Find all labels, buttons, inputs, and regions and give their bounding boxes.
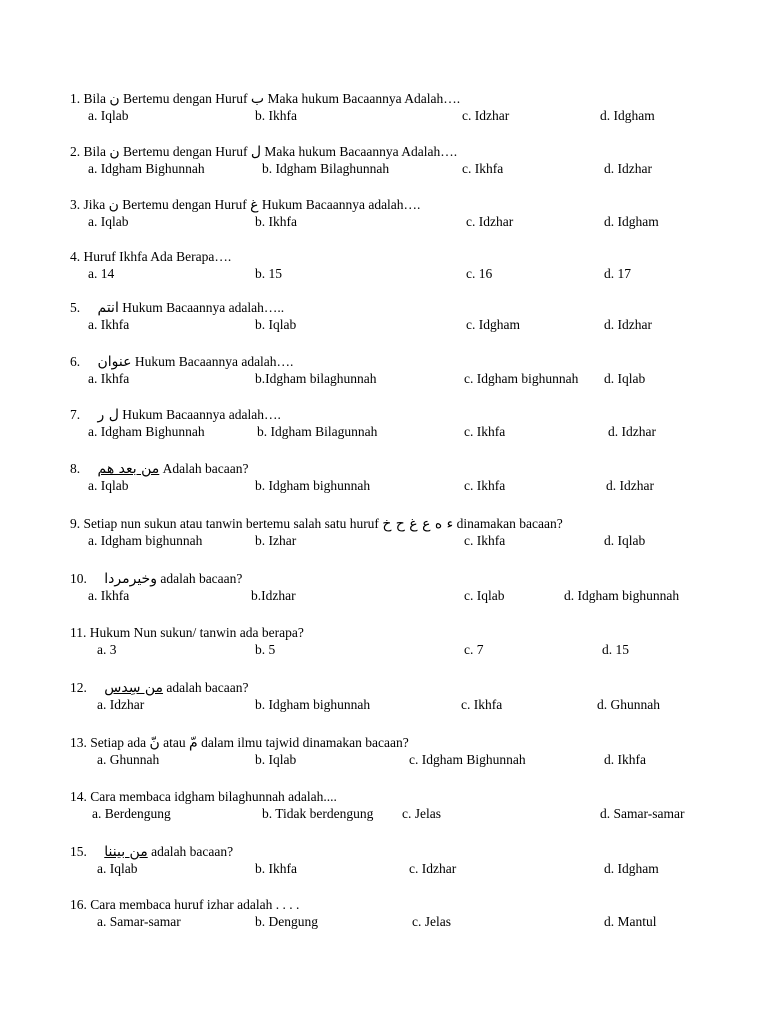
- answer-option-b: b. Ikhfa: [255, 861, 297, 876]
- question-16: [0, 896, 768, 936]
- question-prefix: Cara membaca idgham bilaghunnah adalah....: [90, 789, 337, 804]
- question-mid: atau: [163, 735, 186, 750]
- question-suffix: Hukum Bacaannya adalah….: [122, 407, 281, 422]
- question-prefix: Huruf Ikhfa Ada Berapa….: [83, 249, 232, 264]
- answer-option-b: b. Idgham Bilaghunnah: [262, 161, 390, 176]
- answer-option-d: d. Idgham: [600, 108, 655, 123]
- answer-option-b: b. Dengung: [255, 914, 318, 929]
- answer-option-b: b. Tidak berdengung: [262, 806, 374, 821]
- question-9: [0, 515, 768, 555]
- answer-option-c: c. 16: [466, 266, 493, 281]
- question-11: [0, 624, 768, 664]
- answer-option-b: b. Ikhfa: [255, 214, 297, 229]
- answer-option-a: a. Iqlab: [88, 108, 129, 123]
- question-suffix: Maka hukum Bacaannya Adalah….: [264, 144, 458, 159]
- answer-option-b: b. Idgham bighunnah: [255, 478, 371, 493]
- question-suffix: Hukum Bacaannya adalah…..: [122, 300, 285, 315]
- answer-option-c: c. Jelas: [402, 806, 441, 821]
- question-suffix: dinamakan bacaan?: [456, 516, 563, 531]
- answer-option-d: d. 15: [602, 642, 629, 657]
- question-prefix: Hukum Nun sukun/ tanwin ada berapa?: [89, 625, 304, 640]
- answer-option-b: b. Iqlab: [255, 752, 297, 767]
- arabic-text: عنوان: [97, 354, 132, 370]
- question-7: [0, 406, 768, 446]
- question-text: [70, 143, 457, 161]
- question-number: 16.: [70, 897, 87, 912]
- question-mid: Bertemu dengan Huruf: [123, 144, 248, 159]
- question-text: [70, 788, 337, 806]
- arabic-text: ء ه ع غ ح خ: [382, 516, 454, 532]
- answer-option-c: c. Ikhfa: [464, 424, 506, 439]
- question-text: [70, 196, 420, 214]
- question-text: [70, 843, 233, 861]
- question-suffix: Maka hukum Bacaannya Adalah….: [267, 91, 461, 106]
- arabic-text: انتم: [97, 300, 119, 316]
- answer-option-a: a. Idgham Bighunnah: [88, 424, 205, 439]
- question-number: 10.: [70, 571, 87, 586]
- answer-option-b: b. 15: [255, 266, 282, 281]
- question-6: [0, 353, 768, 393]
- question-number: 8.: [70, 461, 81, 476]
- arabic-text: من سِدس: [104, 680, 164, 696]
- answer-option-b: b.Idgham bilaghunnah: [255, 371, 377, 386]
- question-text: [70, 896, 299, 914]
- arabic-text: ل ر: [97, 407, 119, 423]
- question-text: [70, 406, 281, 424]
- answer-option-d: d. Idgham bighunnah: [564, 588, 680, 603]
- answer-option-a: a. Ghunnah: [97, 752, 160, 767]
- answer-option-d: d. Iqlab: [604, 533, 646, 548]
- arabic-text: نّ: [149, 735, 160, 751]
- question-number: 5.: [70, 300, 81, 315]
- answer-option-a: a. Ikhfa: [88, 371, 130, 386]
- arabic-text: من بيننا: [104, 844, 148, 860]
- answer-option-a: a. Iqlab: [88, 214, 129, 229]
- question-number: 2.: [70, 144, 81, 159]
- arabic-letter: ب: [250, 91, 265, 107]
- question-text: [70, 515, 563, 533]
- question-5: [0, 299, 768, 339]
- answer-option-a: a. Berdengung: [92, 806, 171, 821]
- arabic-text: ن: [109, 144, 120, 160]
- question-number: 1.: [70, 91, 81, 106]
- arabic-text: من بعد هم: [97, 461, 160, 477]
- question-prefix: Bila: [83, 144, 106, 159]
- answer-option-a: a. Idzhar: [97, 697, 145, 712]
- question-mid: Bertemu dengan Huruf: [122, 197, 247, 212]
- arabic-letter: غ: [250, 197, 259, 213]
- question-text: [70, 570, 242, 588]
- question-prefix: Bila: [83, 91, 106, 106]
- answer-option-d: d. Idzhar: [608, 424, 656, 439]
- answer-option-d: d. Ghunnah: [597, 697, 660, 712]
- question-suffix: adalah bacaan?: [151, 844, 234, 859]
- answer-option-d: d. Idgham: [604, 861, 659, 876]
- question-text: [70, 353, 293, 371]
- question-number: 15.: [70, 844, 87, 859]
- question-3: [0, 196, 768, 236]
- question-number: 13.: [70, 735, 87, 750]
- question-text: [70, 299, 284, 317]
- question-number: 6.: [70, 354, 81, 369]
- question-number: 12.: [70, 680, 87, 695]
- question-12: [0, 679, 768, 719]
- answer-option-a: a. 3: [97, 642, 117, 657]
- answer-option-d: d. Mantul: [604, 914, 657, 929]
- answer-option-c: c. Iqlab: [464, 588, 505, 603]
- arabic-text: وخيرمردا: [104, 571, 157, 587]
- answer-option-a: a. Idgham bighunnah: [88, 533, 203, 548]
- arabic-letter: ل: [250, 144, 262, 160]
- question-8: [0, 460, 768, 500]
- question-suffix: dalam ilmu tajwid dinamakan bacaan?: [201, 735, 409, 750]
- answer-option-c: c. Jelas: [412, 914, 451, 929]
- question-text: [70, 679, 248, 697]
- question-text: [70, 90, 460, 108]
- answer-option-c: c. Ikhfa: [462, 161, 504, 176]
- answer-option-d: d. Ikhfa: [604, 752, 646, 767]
- question-prefix: Cara membaca huruf izhar adalah . . . .: [90, 897, 300, 912]
- question-10: [0, 570, 768, 610]
- question-1: [0, 90, 768, 130]
- question-number: 4.: [70, 249, 81, 264]
- question-number: 14.: [70, 789, 87, 804]
- question-text: [70, 734, 409, 752]
- question-suffix: Adalah bacaan?: [162, 461, 249, 476]
- question-text: [70, 624, 304, 642]
- answer-option-a: a. 14: [88, 266, 115, 281]
- arabic-letter: مّ: [189, 735, 198, 751]
- question-prefix: Setiap nun sukun atau tanwin bertemu salah satu huruf: [83, 516, 379, 531]
- answer-option-d: d. Iqlab: [604, 371, 646, 386]
- answer-option-a: a. Iqlab: [88, 478, 129, 493]
- answer-option-d: d. 17: [604, 266, 631, 281]
- answer-option-c: c. Idgham bighunnah: [464, 371, 579, 386]
- answer-option-b: b. Iqlab: [255, 317, 297, 332]
- answer-option-c: c. Idgham: [466, 317, 520, 332]
- answer-option-a: a. Iqlab: [97, 861, 138, 876]
- answer-option-c: c. Ikhfa: [464, 533, 506, 548]
- answer-option-c: c. Idzhar: [409, 861, 457, 876]
- answer-option-c: c. Idzhar: [462, 108, 510, 123]
- answer-option-d: d. Idzhar: [604, 161, 652, 176]
- answer-option-c: c. Ikhfa: [461, 697, 503, 712]
- answer-option-b: b. Ikhfa: [255, 108, 297, 123]
- question-suffix: Hukum Bacaannya adalah….: [261, 197, 421, 212]
- question-number: 7.: [70, 407, 81, 422]
- question-suffix: adalah bacaan?: [166, 680, 249, 695]
- question-number: 9.: [70, 516, 81, 531]
- arabic-text: ن: [108, 197, 119, 213]
- answer-option-b: b.Idzhar: [251, 588, 296, 603]
- question-suffix: Hukum Bacaannya adalah….: [134, 354, 294, 369]
- arabic-text: ن: [109, 91, 120, 107]
- answer-option-a: a. Ikhfa: [88, 588, 130, 603]
- answer-option-a: a. Samar-samar: [97, 914, 181, 929]
- question-2: [0, 143, 768, 183]
- answer-option-d: d. Idzhar: [606, 478, 654, 493]
- answer-option-a: a. Idgham Bighunnah: [88, 161, 205, 176]
- question-prefix: Setiap ada: [90, 735, 147, 750]
- question-text: [70, 248, 231, 266]
- question-text: [70, 460, 248, 478]
- answer-option-c: c. Ikhfa: [464, 478, 506, 493]
- answer-option-d: d. Idzhar: [604, 317, 652, 332]
- question-prefix: Jika: [83, 197, 106, 212]
- answer-option-c: c. Idzhar: [466, 214, 514, 229]
- question-mid: Bertemu dengan Huruf: [123, 91, 248, 106]
- question-number: 3.: [70, 197, 81, 212]
- question-number: 11.: [70, 625, 87, 640]
- answer-option-d: d. Samar-samar: [600, 806, 685, 821]
- answer-option-c: c. 7: [464, 642, 484, 657]
- answer-option-d: d. Idgham: [604, 214, 659, 229]
- question-suffix: adalah bacaan?: [160, 571, 243, 586]
- answer-option-c: c. Idgham Bighunnah: [409, 752, 526, 767]
- question-13: [0, 734, 768, 774]
- answer-option-b: b. Idgham Bilagunnah: [257, 424, 378, 439]
- question-14: [0, 788, 768, 828]
- answer-option-b: b. Izhar: [255, 533, 297, 548]
- question-15: [0, 843, 768, 883]
- answer-option-b: b. 5: [255, 642, 276, 657]
- answer-option-a: a. Ikhfa: [88, 317, 130, 332]
- question-4: [0, 248, 768, 288]
- answer-option-b: b. Idgham bighunnah: [255, 697, 371, 712]
